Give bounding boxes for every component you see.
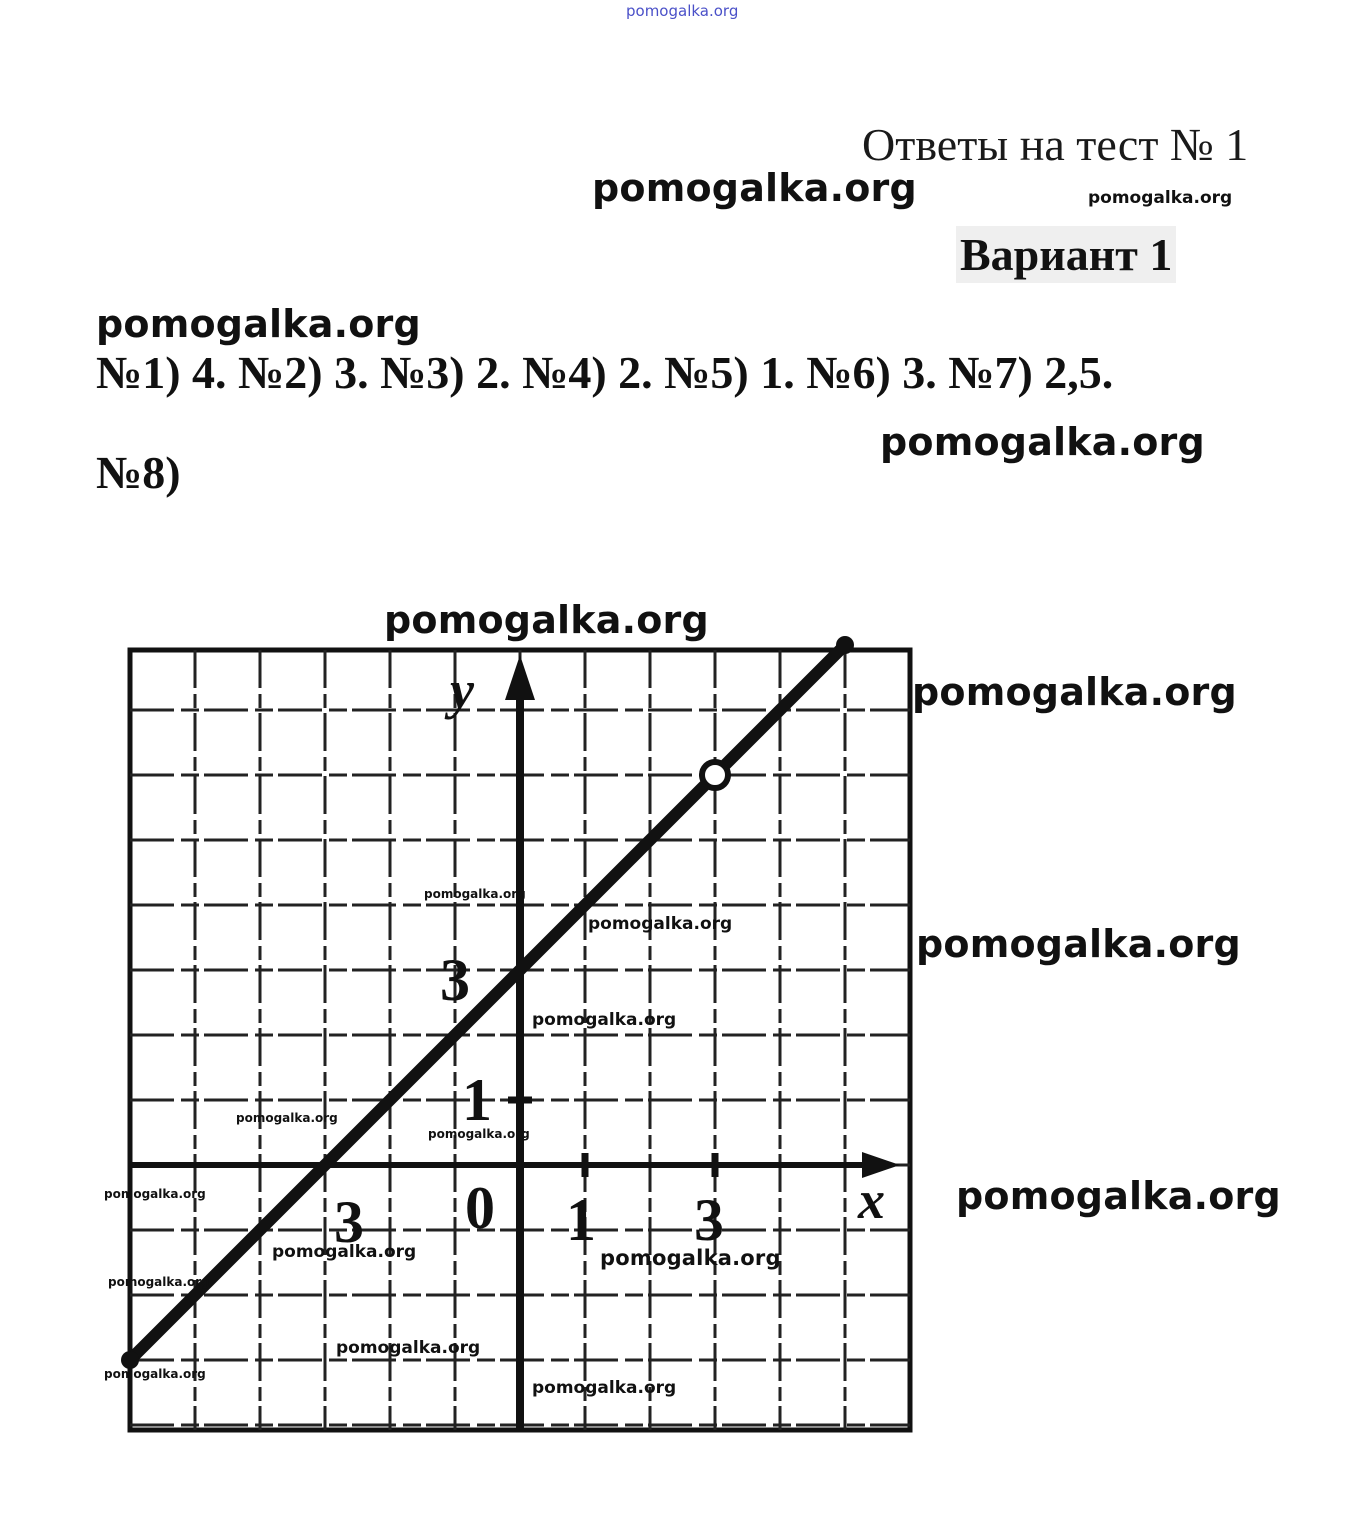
watermark: pomogalka.org: [384, 598, 709, 642]
watermark: pomogalka.org: [600, 1246, 781, 1270]
x-tick-label-1: 1: [566, 1187, 596, 1253]
watermark: pomogalka.org: [424, 887, 526, 901]
watermark: pomogalka.org: [592, 166, 917, 210]
watermark: pomogalka.org: [336, 1338, 481, 1358]
line-endpoint-end: [836, 636, 854, 654]
watermark: pomogalka.org: [916, 922, 1241, 966]
y-axis-arrow: [505, 655, 535, 700]
y-tick-label-1: 1: [462, 1067, 492, 1133]
watermark: pomogalka.org: [532, 1378, 677, 1398]
watermark: pomogalka.org: [428, 1127, 530, 1141]
x-tick-label-neg3: 3: [334, 1189, 364, 1255]
watermark: pomogalka.org: [1088, 188, 1233, 208]
watermark: pomogalka.org: [588, 914, 733, 934]
watermark: pomogalka.org: [880, 420, 1205, 464]
answer-8-label: №8): [96, 447, 181, 498]
watermark: pomogalka.org: [104, 1367, 206, 1381]
origin-label: 0: [465, 1175, 495, 1241]
watermark: pomogalka.org: [532, 1010, 677, 1030]
y-axis-label: y: [450, 660, 474, 720]
watermark: pomogalka.org: [108, 1275, 210, 1289]
x-axis-label: x: [858, 1170, 885, 1230]
watermark: pomogalka.org: [96, 302, 421, 346]
watermark: pomogalka.org: [912, 670, 1237, 714]
y-tick-label-3: 3: [440, 947, 470, 1013]
hollow-point: [702, 762, 728, 788]
watermark: pomogalka.org: [104, 1187, 206, 1201]
watermark: pomogalka.org: [236, 1111, 338, 1125]
answers-line: №1) 4. №2) 3. №3) 2. №4) 2. №5) 1. №6) 3. №7) 2,5.: [96, 347, 1114, 398]
page-title: Ответы на тест № 1: [862, 119, 1249, 170]
watermark: pomogalka.org: [272, 1242, 417, 1262]
x-tick-label-3: 3: [694, 1187, 724, 1253]
variant-heading: Вариант 1: [956, 226, 1176, 283]
watermark: pomogalka.org: [956, 1174, 1281, 1218]
header-link[interactable]: pomogalka.org: [626, 2, 739, 20]
